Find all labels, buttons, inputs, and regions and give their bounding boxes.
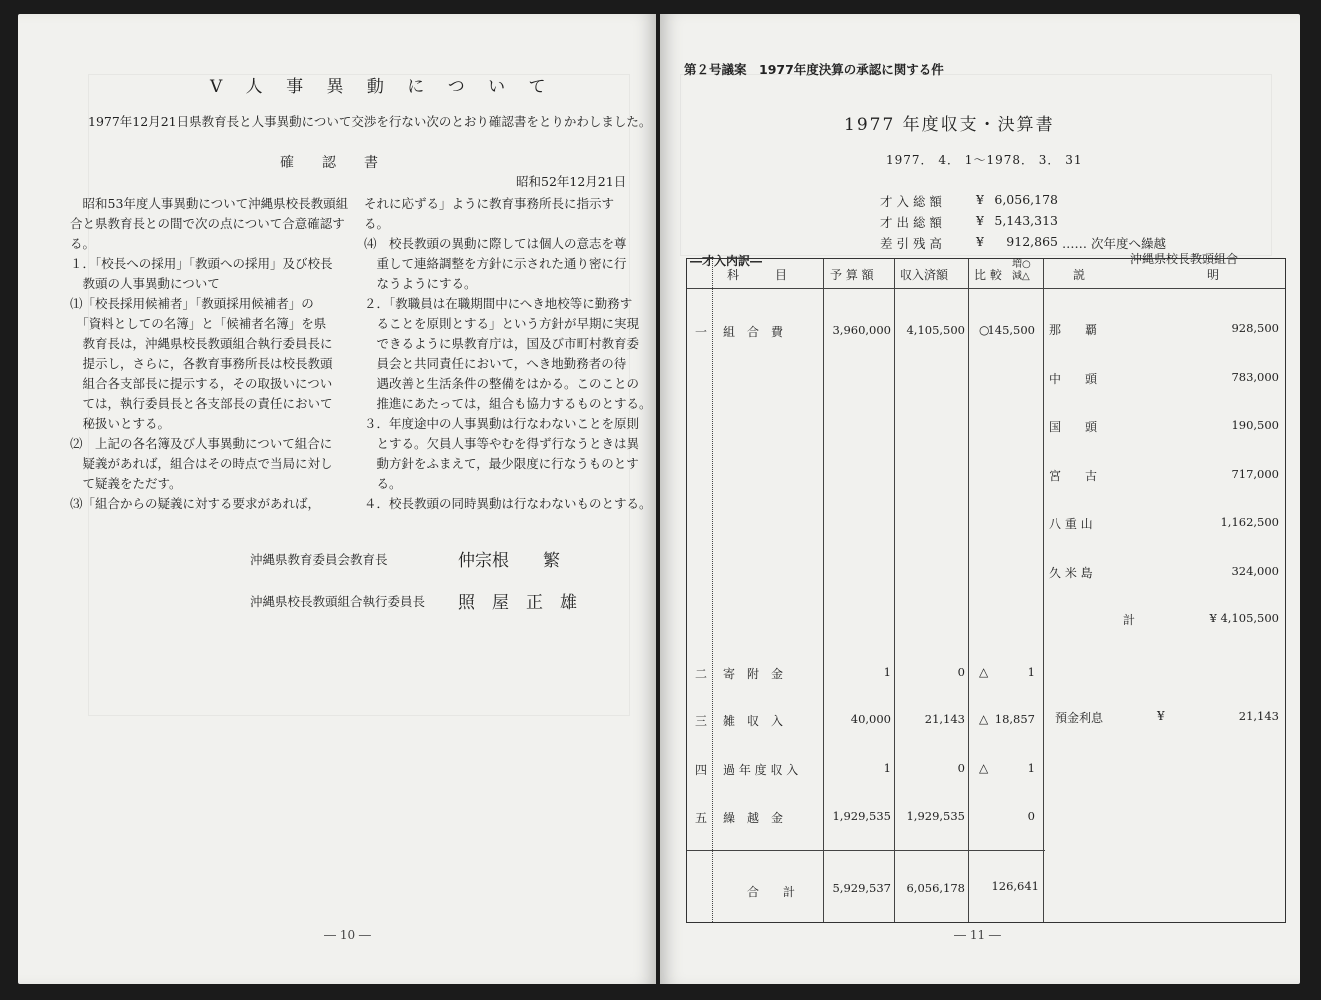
text-line: とする。欠員人事等やむを得ず行なうときは異 [364, 436, 640, 451]
text-line: る。 [70, 236, 96, 251]
table-divider [1043, 259, 1044, 922]
branch-total-label: 計 [1123, 613, 1136, 627]
text-line: 疑義があれば，組合はその時点で当局に対し [70, 456, 333, 471]
signatory-1-role: 沖縄県教育委員会教育長 [250, 552, 388, 567]
row-number: 一 [695, 325, 708, 339]
row-name: 寄 附 金 [723, 667, 784, 681]
text-line: ⑶「組合からの疑義に対する要求があれば， [70, 496, 321, 511]
row-budget: 1,929,535 [832, 809, 891, 823]
section-title: Ⅴ 人 事 異 動 に つ い て [210, 77, 555, 97]
organization-name: 沖縄県校長教頭組合 [1130, 252, 1239, 266]
summary-note: …… 次年度へ繰越 [1062, 236, 1166, 251]
text-line: 教育長は，沖縄県校長教頭組合執行委員長に [70, 336, 333, 351]
agenda-header: 第２号議案 1977年度決算の承認に関する件 [684, 62, 944, 77]
row-received: 4,105,500 [906, 323, 965, 337]
row-received: 0 [957, 761, 965, 775]
row-received: 0 [957, 665, 965, 679]
branch-total-value: ¥ 4,105,500 [1209, 611, 1279, 625]
text-line: 員会と共同責任において，へき地勤務者の待 [364, 356, 627, 371]
text-line: る。 [364, 216, 390, 231]
text-line: て疑義をただす。 [70, 476, 182, 491]
signatory-1-name: 仲宗根 繁 [458, 551, 560, 571]
row-compare: 0 [1027, 809, 1035, 823]
row-compare: 145,500 [987, 323, 1035, 337]
header-compare: 比 較 [974, 268, 1002, 282]
branch-name: 宮 古 [1049, 468, 1098, 483]
text-line: 秘扱いとする。 [70, 416, 171, 431]
total-received: 6,056,178 [906, 881, 965, 895]
page-number-left: ― 10 ― [324, 928, 371, 942]
branch-value: 324,000 [1231, 563, 1279, 578]
summary-yen: ¥ [976, 192, 984, 207]
row-number: 三 [695, 714, 708, 728]
text-line: 重して連絡調整を方針に示された通り密に行 [364, 256, 627, 271]
text-line: 遇改善と生活条件の整備をはかる。このことの [364, 376, 640, 391]
document-date: 昭和52年12月21日 [516, 174, 627, 189]
text-line: 「資料としての名簿」と「候補者名簿」を県 [70, 316, 327, 331]
table-divider [712, 259, 713, 922]
header-explanation-2: 明 [1207, 268, 1220, 282]
text-line: 組合各支部長に提示する，その取扱いについ [70, 376, 333, 391]
row-compare: 1 [1027, 665, 1035, 679]
branch-name: 久 米 島 [1049, 565, 1093, 580]
row-budget: 40,000 [850, 712, 891, 726]
total-budget: 5,929,537 [832, 881, 891, 895]
summary-value: 5,143,313 [994, 213, 1058, 228]
table-divider [968, 259, 969, 922]
branch-name: 那 覇 [1049, 323, 1098, 337]
header-inc-dec: 増○減△ [1012, 259, 1031, 282]
text-line: できるように県教育庁は，国及び市町村教育委 [364, 336, 640, 351]
revenue-breakdown-label: ―才入内訳― [690, 254, 763, 268]
summary-label: 才 出 総 額 [880, 215, 942, 230]
text-line: なうようにする。 [364, 276, 477, 291]
table-divider [823, 259, 824, 922]
row-budget: 3,960,000 [832, 323, 891, 337]
table-divider [687, 850, 1045, 851]
row-sign: △ [979, 761, 989, 775]
row-number: 五 [695, 811, 708, 825]
row-sign: △ [979, 712, 989, 726]
fiscal-period: 1977． 4． 1〜1978． 3． 31 [886, 153, 1083, 167]
text-line: ることを原則とする」という方針が早期に実現 [364, 316, 640, 331]
summary-value: 912,865 [1006, 234, 1058, 249]
signatory-2-name: 照 屋 正 雄 [458, 593, 577, 613]
text-line: ては，執行委員長と各支部長の責任において [70, 396, 333, 411]
text-line: 動方針をふまえて，最少限度に行なうものとす [364, 456, 639, 471]
row-budget: 1 [883, 761, 891, 775]
branch-value: 1,162,500 [1220, 515, 1279, 529]
table-divider [687, 288, 1285, 289]
interest-value: 21,143 [1238, 709, 1279, 723]
text-line: １．「校長への採用」「教頭への採用」及び校長 [70, 256, 333, 271]
text-line: ２．「教職員は在職期間中にへき地校等に勤務す [364, 296, 633, 311]
summary-yen: ¥ [976, 213, 984, 228]
branch-value: 717,000 [1231, 466, 1279, 481]
text-line: ⑷ 校長教頭の異動に際しては個人の意志を尊 [364, 236, 627, 251]
branch-name: 国 頭 [1049, 420, 1098, 434]
intro-text: 1977年12月21日県教育長と人事異動について交渉を行ない次のとおり確認書をとりかわしました。 [88, 114, 652, 129]
text-line: 昭和53年度人事異動について沖縄県校長教頭組 [70, 196, 349, 211]
revenue-table [686, 258, 1286, 923]
right-column [364, 194, 652, 514]
row-budget: 1 [883, 665, 891, 679]
branch-value: 783,000 [1231, 369, 1279, 384]
header-received: 収入済額 [900, 268, 949, 282]
page-number-right: ― 11 ― [954, 928, 1001, 942]
summary-label: 才 入 総 額 [880, 194, 942, 209]
row-number: 四 [695, 763, 708, 777]
table-divider [894, 259, 895, 922]
summary-value: 6,056,178 [994, 192, 1058, 207]
signatory-2-role: 沖縄県校長教頭組合執行委員長 [250, 594, 426, 609]
row-received: 21,143 [924, 712, 965, 726]
row-name: 組 合 費 [723, 325, 784, 339]
row-compare: 18,857 [994, 712, 1035, 726]
branch-name: 中 頭 [1049, 371, 1098, 386]
statement-title: 1977 年度収支・決算書 [844, 115, 1055, 135]
text-line: ⑵ 上記の各名簿及び人事異動について組合に [70, 436, 333, 451]
row-name: 繰 越 金 [723, 811, 784, 825]
header-budget: 予 算 額 [830, 268, 874, 282]
header-kamoku: 科 目 [727, 268, 788, 282]
row-sign: △ [979, 665, 989, 679]
confirmation-heading: 確 認 書 [280, 155, 378, 171]
text-line: ３．年度途中の人事異動は行なわないことを原則 [364, 416, 640, 431]
row-name: 雑 収 入 [723, 714, 784, 728]
row-compare: 1 [1027, 761, 1035, 775]
row-sign: ○ [979, 323, 990, 337]
text-line: 推進にあたっては，組合も協力するものとする。 [364, 396, 652, 411]
text-line: 教頭の人事異動について [70, 276, 220, 291]
total-label: 合 計 [747, 885, 796, 899]
left-column [70, 194, 348, 514]
text-line: ⑴「校長採用候補者」「教頭採用候補者」の [70, 296, 314, 311]
right-page [660, 14, 1300, 984]
text-line: 提示し，さらに，各教育事務所長は校長教頭 [70, 356, 333, 371]
row-number: 二 [695, 667, 708, 681]
summary-label: 差 引 残 高 [880, 236, 942, 251]
interest-yen: ¥ [1157, 709, 1165, 723]
text-line: 合と県教育長との間で次の点について合意確認す [70, 216, 345, 231]
row-received: 1,929,535 [906, 809, 965, 823]
row-name: 過 年 度 収 入 [723, 763, 799, 777]
summary-yen: ¥ [976, 234, 984, 249]
branch-name: 八 重 山 [1049, 517, 1093, 531]
left-page [18, 14, 656, 984]
text-line: ４．校長教頭の同時異動は行なわないものとする。 [364, 496, 652, 511]
interest-label: 預金利息 [1055, 711, 1104, 725]
text-line: それに応ずる」ように教育事務所長に指示す [364, 196, 615, 211]
total-compare: 126,641 [991, 879, 1039, 893]
branch-value: 190,500 [1231, 418, 1279, 432]
branch-value: 928,500 [1231, 321, 1279, 335]
header-explanation-1: 説 [1073, 268, 1086, 282]
text-line: る。 [364, 476, 402, 491]
